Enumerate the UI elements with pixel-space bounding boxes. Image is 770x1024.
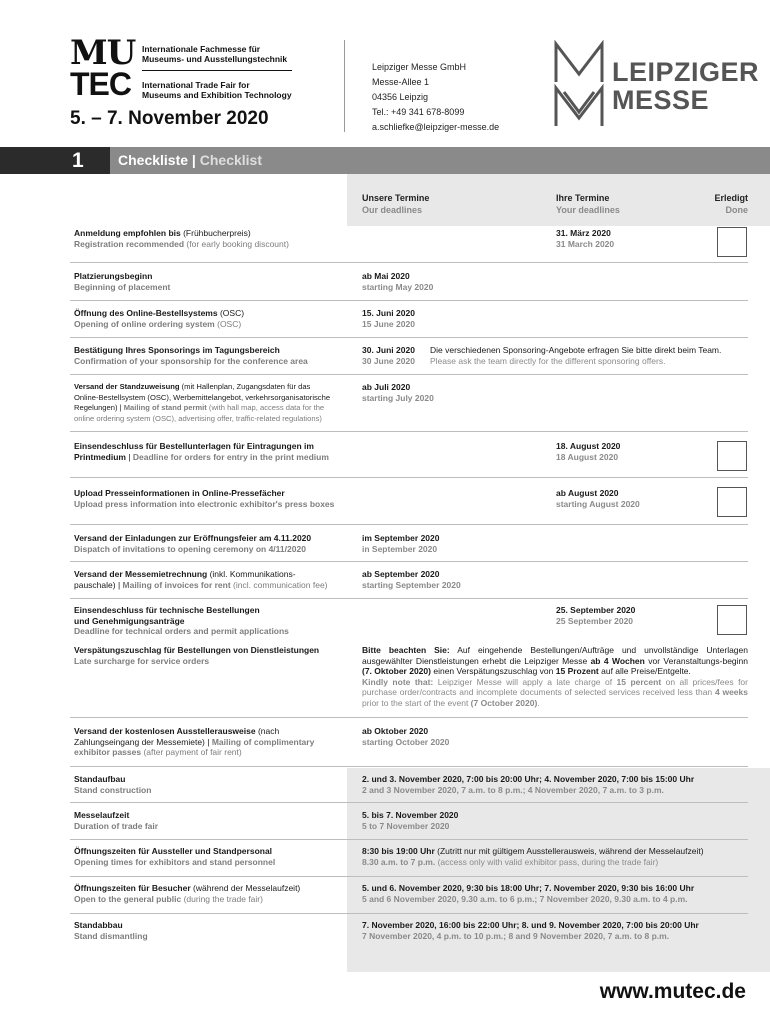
address-city: 04356 Leipzig (372, 92, 429, 102)
row13-our-de: 5. bis 7. November 2020 (362, 810, 459, 820)
row-sponsoring-note (430, 345, 721, 366)
row-print-medium-your (556, 441, 620, 462)
row11-our-de: ab Oktober 2020 (362, 726, 429, 736)
row-osc-label (74, 308, 346, 329)
row-invitations-our (362, 533, 439, 554)
row1-en: Beginning of placement (74, 281, 171, 292)
row15-en-extra: (during the trade fair) (181, 893, 263, 904)
row3-note-de: Die verschiedenen Sponsoring-Angebote erfragen Sie bitte direkt beim Team. (430, 345, 722, 355)
address-street: Messe-Allee 1 (372, 77, 430, 87)
row-exhibitor-hours-label (74, 846, 346, 867)
tagline-en-line2: Museums and Exhibition Technology (142, 90, 292, 100)
brand-line2: MESSE (612, 85, 710, 115)
mutec-logo-mu: MU (70, 33, 136, 73)
col-our-en: Our deadlines (362, 205, 423, 215)
row-visitor-hours-our (362, 883, 694, 904)
row-divider (70, 300, 748, 301)
row14-en: Opening times for exhibitors and stand personnel (74, 856, 276, 867)
row12-de: Standaufbau (74, 774, 126, 784)
title-de: Checkliste (118, 152, 189, 168)
row1-de: Platzierungsbeginn (74, 271, 153, 281)
mutec-logo-tec: TEC (70, 66, 131, 102)
row0-de: Anmeldung empfohlen bis (74, 228, 181, 238)
row9-l1: Einsendeschluss für technische Bestellungen (74, 605, 260, 615)
note-en-g: (7 October 2020) (470, 697, 538, 708)
row-divider (70, 839, 748, 840)
section-number-block (0, 147, 110, 174)
row-divider (70, 766, 748, 767)
row14-our-en: (access only with valid exhibitor pass, during the trade fair) (435, 856, 659, 867)
row15-our-en: 5 and 6 November 2020, 9.30 a.m. to 6 p.m.; 7 November 2020, 9.30 a.m. to 4 p.m. (362, 893, 688, 904)
note-en-a: Kindly note that: (362, 676, 434, 687)
row1-our-en: starting May 2020 (362, 281, 434, 292)
row-placement-label (74, 271, 346, 292)
row-exhibitor-passes-our (362, 726, 449, 747)
row5-your-de: 18. August 2020 (556, 441, 621, 451)
row-exhibitor-hours-our (362, 846, 704, 867)
note-de-h: auf alle Preise/Entgelte. (598, 666, 691, 676)
col-our-de: Unsere Termine (362, 193, 430, 203)
row6-your-en: starting August 2020 (556, 498, 640, 509)
row5-your-en: 18 August 2020 (556, 451, 619, 462)
row9-your-de: 25. September 2020 (556, 605, 636, 615)
address-email: a.schliefke@leipziger-messe.de (372, 122, 500, 132)
row2-our-en: 15 June 2020 (362, 318, 415, 329)
row8-l2-en-bold: Mailing of invoices for rent (122, 579, 231, 590)
row14-our-de: (Zutritt nur mit gültigem Ausstellerausweis, während der Messelaufzeit) (434, 846, 704, 856)
note-en-e: 4 weeks (714, 687, 748, 697)
late-surcharge-note (362, 645, 748, 708)
row-duration-our (362, 810, 458, 831)
row11-l3: (after payment of fair rent) (141, 747, 242, 757)
row6-de: Upload Presseinformationen in Online-Pressefächer (74, 488, 285, 498)
row5-l1: Einsendeschluss für Bestellunterlagen für Eintragungen im (74, 441, 314, 451)
row12-en: Stand construction (74, 784, 152, 795)
row13-our-en: 5 to 7 November 2020 (362, 820, 450, 831)
row4-l1: (mit Hallenplan, Zugangsdaten für das (179, 382, 311, 391)
tagline-de-line2: Museums- und Ausstellungstechnik (142, 54, 288, 64)
header-vertical-divider (344, 40, 345, 132)
note-en-b: Leipziger Messe will apply a late charge of (433, 676, 617, 687)
row-osc-our (362, 308, 415, 329)
done-checkbox-press-upload[interactable] (717, 487, 747, 517)
row-divider (70, 477, 748, 478)
row-registration-your (556, 228, 614, 249)
row-sponsoring-our (362, 345, 415, 366)
row6-en: Upload press information into electronic exhibitor's press boxes (74, 498, 335, 509)
section-title (118, 147, 262, 174)
row-divider (70, 337, 748, 338)
event-dates: 5. – 7. November 2020 (70, 108, 269, 129)
row3-note-en: Please ask the team directly for the different sponsoring offers. (430, 355, 666, 366)
address-phone: Tel.: +49 341 678-8099 (372, 107, 465, 117)
row-divider (70, 561, 748, 562)
website-url[interactable]: www.mutec.de (599, 980, 746, 1003)
row9-en: Deadline for technical orders and permit applications (74, 626, 289, 636)
row15-de-extra: (während der Messelaufzeit) (190, 883, 301, 893)
col-our-deadlines (362, 192, 429, 216)
late-surcharge-note-de (362, 645, 748, 677)
leipziger-messe-wordmark (612, 58, 759, 114)
row13-de: Messelaufzeit (74, 810, 130, 820)
row-divider (70, 431, 748, 432)
row-stand-permit-label (74, 382, 346, 424)
row16-de: Standabbau (74, 920, 123, 930)
late-surcharge-note-en (362, 677, 748, 709)
row-registration-label (74, 228, 346, 249)
row11-our-en: starting October 2020 (362, 736, 450, 747)
row2-en: Opening of online ordering system (74, 318, 215, 329)
row6-your-de: ab August 2020 (556, 488, 619, 498)
title-separator: | (188, 152, 200, 168)
row-divider (70, 913, 748, 914)
row-divider (70, 524, 748, 525)
tagline-en (142, 80, 292, 100)
row11-l1-bold: Versand der kostenlosen Ausstellerausweise (74, 726, 256, 736)
row-late-surcharge-label (74, 645, 346, 666)
done-checkbox-technical-orders[interactable] (717, 605, 747, 635)
row0-en: Registration recommended (74, 238, 185, 249)
row-press-upload-your (556, 488, 640, 509)
row-stand-construction-our (362, 774, 694, 795)
section-number: 1 (72, 149, 84, 172)
row-sponsoring-label (74, 345, 346, 366)
row8-our-de: ab September 2020 (362, 569, 440, 579)
row8-l2-en: (incl. communication fee) (230, 579, 328, 590)
row11-l2-de: Zahlungseingang der Messemiete) | (74, 736, 212, 747)
row2-de-extra: (OSC) (217, 308, 245, 318)
row5-l2-en: Deadline for orders for entry in the print medium (132, 451, 329, 462)
row1-our-de: ab Mai 2020 (362, 271, 410, 281)
row15-our-de: 5. und 6. November 2020, 9:30 bis 18:00 Uhr; 7. November 2020, 9:30 bis 16:00 Uhr (362, 883, 695, 893)
tagline-de-line1: Internationale Fachmesse für (142, 44, 261, 54)
header-divider (142, 70, 292, 71)
row-divider (70, 876, 748, 877)
row3-our-en: 30 June 2020 (362, 355, 415, 366)
row10-de: Verspätungszuschlag für Bestellungen von Dienstleistungen (74, 645, 320, 655)
address-company: Leipziger Messe GmbH (372, 62, 467, 72)
col-done-en: Done (725, 205, 748, 215)
row12-our-en: 2 and 3 November 2020, 7 a.m. to 8 p.m.; 4 November 2020, 7 a.m. to 3 p.m. (362, 784, 664, 795)
row3-de: Bestätigung Ihres Sponsorings im Tagungsbereich (74, 345, 280, 355)
row8-l1-bold: Versand der Messemietrechnung (74, 569, 208, 579)
row9-l2: und Genehmigungsanträge (74, 615, 185, 626)
row5-l2-de: Printmedium (74, 451, 126, 462)
row4-l3-de: Regelungen) | (74, 403, 124, 412)
row-press-upload-label (74, 488, 346, 509)
row-invoices-our (362, 569, 461, 590)
row4-l2: Online-Bestellsystem (OSC), Werbemittelangebot, verkehrsorganisatorische (74, 392, 331, 402)
row7-en: Dispatch of invitations to opening ceremony on 4/11/2020 (74, 543, 306, 554)
row11-l2-en-bold: Mailing of complimentary (211, 736, 315, 747)
note-de-d: vor Veranstaltungs-beginn (644, 655, 748, 666)
brand-line1: LEIPZIGER (612, 57, 760, 87)
row-exhibitor-passes-label (74, 726, 346, 758)
done-checkbox-registration[interactable] (717, 227, 747, 257)
row0-en-extra: (for early booking discount) (184, 238, 289, 249)
col-your-deadlines (556, 192, 620, 216)
row16-en: Stand dismantling (74, 930, 148, 941)
row-invitations-label (74, 533, 346, 554)
note-de-e: (7. Oktober 2020) (362, 666, 431, 676)
row8-l1: (inkl. Kommunikations- (207, 569, 296, 579)
row-invoices-label (74, 569, 346, 590)
tagline-de (142, 44, 287, 64)
checklist-title-bar (0, 147, 770, 174)
note-en-h: . (537, 697, 540, 708)
row4-our-de: ab Juli 2020 (362, 382, 411, 392)
note-en-d: on all prices/fees for purchase order/contracts and incomplete documents of selected services received less than (362, 676, 748, 697)
row15-de: Öffnungszeiten für Besucher (74, 883, 191, 893)
row4-l4: online ordering system (OSC), advertising offer, traffic-related regulations) (74, 413, 322, 423)
organizer-address (372, 60, 499, 135)
row8-l2-de: pauschale) | (74, 579, 123, 590)
row-stand-permit-our (362, 382, 434, 403)
row13-en: Duration of trade fair (74, 820, 159, 831)
note-en-f: prior to the start of the event (362, 697, 471, 708)
row-placement-our (362, 271, 433, 292)
row-divider (70, 262, 748, 263)
row15-en: Open to the general public (74, 893, 182, 904)
title-en: Checklist (199, 152, 262, 168)
row2-our-de: 15. Juni 2020 (362, 308, 415, 318)
row0-de-extra: (Frühbucherpreis) (180, 228, 251, 238)
row14-de: Öffnungszeiten für Aussteller und Standpersonal (74, 846, 273, 856)
tagline-en-line1: International Trade Fair for (142, 80, 250, 90)
row0-your-de: 31. März 2020 (556, 228, 611, 238)
row4-our-en: starting July 2020 (362, 392, 434, 403)
row-visitor-hours-label (74, 883, 346, 904)
row7-de: Versand der Einladungen zur Eröffnungsfeier am 4.11.2020 (74, 533, 312, 543)
leipziger-messe-mm-logo-icon (553, 40, 605, 130)
event-times-panel (347, 768, 770, 972)
row-stand-construction-label (74, 774, 346, 795)
col-done-de: Erledigt (714, 193, 748, 203)
row11-l1: (nach (255, 726, 280, 736)
row0-your-en: 31 March 2020 (556, 238, 615, 249)
row3-en: Confirmation of your sponsorship for the conference area (74, 355, 308, 366)
row-divider (70, 598, 748, 599)
row-duration-label (74, 810, 346, 831)
row16-our-en: 7 November 2020, 4 p.m. to 10 p.m.; 8 and 9 November 2020, 7 a.m. to 8 p.m. (362, 930, 670, 941)
col-your-en: Your deadlines (556, 205, 620, 215)
row-divider (70, 374, 748, 375)
row4-l3-en-bold: Mailing of stand permit (123, 403, 207, 412)
col-your-de: Ihre Termine (556, 193, 610, 203)
row14-our-de-bold: 8:30 bis 19:00 Uhr (362, 846, 435, 856)
note-en-c: 15 percent (616, 676, 662, 687)
row7-our-de: im September 2020 (362, 533, 440, 543)
row11-l3-bold: exhibitor passes (74, 747, 142, 757)
note-de-b: Auf eingehende Bestellungen/Aufträge und unvollständige Unterlagen ausgewählter Dienstleistungen erhebt die Leipziger Messe (362, 645, 748, 666)
row12-our-de: 2. und 3. November 2020, 7:00 bis 20:00 Uhr; 4. November 2020, 7:00 bis 15:00 Uhr (362, 774, 695, 784)
row10-en: Late surcharge for service orders (74, 655, 210, 666)
note-de-c: ab 4 Wochen (590, 655, 645, 666)
row8-our-en: starting September 2020 (362, 579, 461, 590)
row4-l3-en: (with hall map, access data for the (206, 403, 325, 412)
row2-de: Öffnung des Online-Bestellsystems (74, 308, 218, 318)
note-de-a: Bitte beachten Sie: (362, 645, 450, 655)
row16-our-de: 7. November 2020, 16:00 bis 22:00 Uhr; 8. und 9. November 2020, 7:00 bis 20:00 Uhr (362, 920, 699, 930)
row7-our-en: in September 2020 (362, 543, 438, 554)
row-dismantling-our (362, 920, 699, 941)
row-technical-orders-label (74, 605, 346, 637)
row-divider (70, 802, 748, 803)
note-de-f: einen Verspätungszuschlag von (430, 666, 556, 676)
row-dismantling-label (74, 920, 346, 941)
row-print-medium-label (74, 441, 346, 462)
row-divider (70, 717, 748, 718)
done-checkbox-print-medium[interactable] (717, 441, 747, 471)
row4-l1-bold: Versand der Standzuweisung (74, 382, 180, 391)
row-technical-orders-your (556, 605, 635, 626)
row9-your-en: 25 September 2020 (556, 615, 634, 626)
row2-en-extra: (OSC) (214, 318, 242, 329)
note-de-g: 15 Prozent (555, 666, 599, 676)
row14-our-en-bold: 8.30 a.m. to 7 p.m. (362, 856, 436, 867)
col-done (714, 192, 748, 216)
row5-sep: | (125, 451, 133, 462)
row3-our-de: 30. Juni 2020 (362, 345, 415, 355)
